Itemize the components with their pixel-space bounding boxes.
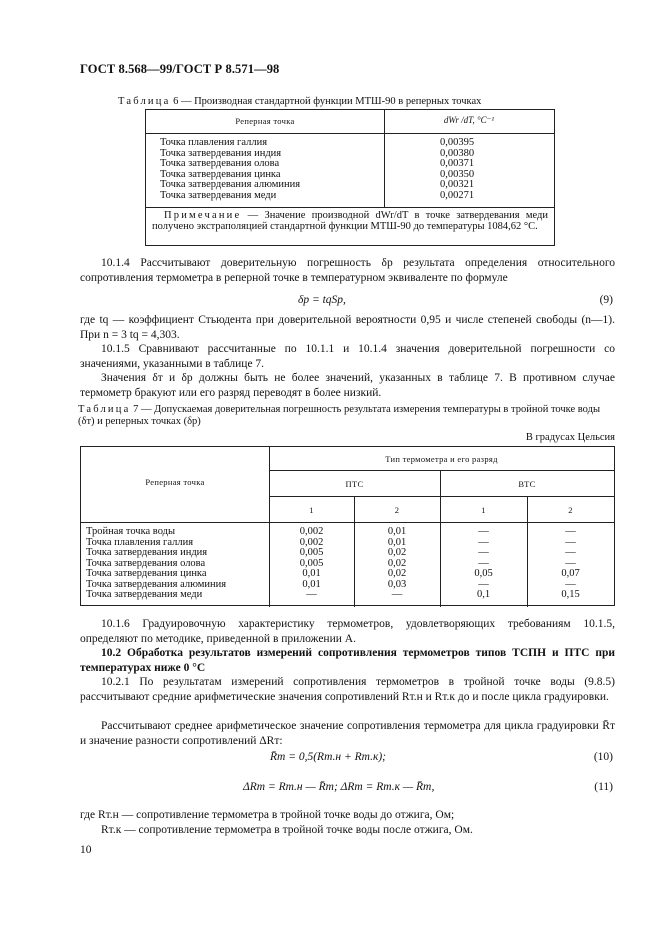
table6-note <box>152 210 548 232</box>
table6-caption-label: Таблица <box>118 96 171 107</box>
table6-values <box>440 138 474 201</box>
table7-grade: 1 <box>481 505 486 515</box>
table6-point: Точка затвердевания меди <box>160 189 277 201</box>
table7-point: Точка затвердевания алюминия <box>86 578 227 590</box>
table7-group-pts: ПТС <box>345 479 364 489</box>
table7-caption <box>78 404 618 428</box>
table7-caption-text: 7 — Допускаемая доверительная погрешность результата измерения температуры в тройной точке воды (δт) и реперных точках (δр) <box>78 404 601 427</box>
table6-point: Точка затвердевания олова <box>160 158 280 169</box>
table7-value: — <box>478 526 489 537</box>
table7-value: — <box>565 578 576 590</box>
table7-value: 0,03 <box>387 578 407 590</box>
table7-rule <box>269 496 614 497</box>
table7-col-vts-1 <box>440 527 527 601</box>
table7-col-vts-2 <box>527 527 614 601</box>
paragraph-values: Значения δт и δр должны быть не более значений, указанных в таблице 7. В противном случае термометр бракуют или его разряд переводят в более низкий. <box>80 372 615 399</box>
table6-col1-header: Реперная точка <box>235 116 295 126</box>
table7-value: — <box>565 526 576 537</box>
table7-value: 0,002 <box>299 526 324 537</box>
paragraph-10-1-4: 10.1.4 Рассчитывают доверительную погрешность δр результата определения относительного сопротивления термометра в реперной точке в температурном эквиваленте по формуле <box>80 257 615 284</box>
table6-caption <box>118 96 588 108</box>
table7-value: — <box>565 547 576 558</box>
table7-point: Точка затвердевания цинка <box>86 568 207 579</box>
page-header: ГОСТ 8.568—99/ГОСТ Р 8.571—98 <box>80 62 280 76</box>
table7-value: 0,07 <box>561 568 580 579</box>
equation-number-10: (10) <box>593 751 613 763</box>
table6-col2-header: dWr /dT, °C⁻¹ <box>443 115 495 125</box>
table6-note-text: — Значение производной dWr/dT в точке затвердевания меди получено экстраполяцией стандартной функции МТШ-90 до температуры 1084,62 °C. <box>152 210 548 232</box>
table7-value: 0,01 <box>302 578 321 590</box>
table7-value: 0,02 <box>387 557 407 569</box>
table6 <box>145 109 555 246</box>
table7-value: — <box>478 547 489 558</box>
formula-10: R̄т = 0,5(Rт.н + Rт.к); <box>270 751 386 763</box>
equation-number-11: (11) <box>594 781 613 793</box>
table7-value: 0,01 <box>387 536 407 548</box>
table7-point: Точка затвердевания индия <box>86 547 208 558</box>
table6-header-rule <box>146 133 554 134</box>
table7-value: — <box>565 536 576 548</box>
table6-value: 0,00350 <box>440 168 475 180</box>
table7-value: 0,005 <box>299 547 324 558</box>
table6-value: 0,00321 <box>440 179 475 190</box>
table7-col-pts-2 <box>354 527 440 601</box>
table7-header-rule <box>81 522 614 523</box>
paragraph-10-1-6: 10.1.6 Градуировочную характеристику термометров, удовлетворяющих требованиям 10.1.5, определяют по методике, приведенной в приложении А. <box>80 618 615 645</box>
table7-value: — <box>565 557 576 569</box>
table6-point: Точка плавления галлия <box>160 137 268 148</box>
table7-value: 0,01 <box>302 568 321 579</box>
table7-units: В градусах Цельсия <box>525 432 615 443</box>
heading-10-2: 10.2 Обработка результатов измерений сопротивления термометров типов ТСПН и ПТС при температурах ниже 0 °C <box>80 647 615 674</box>
table7-value: 0,05 <box>474 568 493 579</box>
table7-points <box>86 527 226 601</box>
equation-number-9: (9) <box>599 294 613 306</box>
table7-value: 0,1 <box>476 589 491 600</box>
table7-value: — <box>391 589 403 600</box>
table7-value: 0,02 <box>387 568 407 579</box>
table7-value: 0,02 <box>387 547 407 558</box>
table6-point: Точка затвердевания алюминия <box>160 179 301 190</box>
table7-value: — <box>478 578 489 590</box>
table7-point: Тройная точка воды <box>86 526 176 537</box>
page-number: 10 <box>80 844 92 856</box>
table7-caption-label: Таблица <box>78 404 131 415</box>
table7-value: 0,002 <box>299 536 324 548</box>
table7-value: — <box>478 536 489 548</box>
paragraph-10-1-5: 10.1.5 Сравнивают рассчитанные по 10.1.1 и 10.1.4 значения доверительной погрешности со значениями, указанными в таблице 7. <box>80 343 615 370</box>
table6-note-rule <box>146 207 554 208</box>
table7-value: 0,15 <box>561 589 580 600</box>
table6-value: 0,00380 <box>440 147 475 159</box>
table7 <box>80 446 615 606</box>
table6-point: Точка затвердевания цинка <box>160 168 281 180</box>
formula-11: ΔRт = Rт.н — R̄т; ΔRт = Rт.к — R̄т, <box>243 781 435 793</box>
paragraph-10-2-1: 10.2.1 По результатам измерений сопротивления термометров в тройной точке воды (9.8.5) рассчитывают средние арифметические значения сопротивлений Rт.н и Rт.к до и после цикла градуировки. <box>80 676 615 703</box>
where-line-2: Rт.к — сопротивление термометра в тройной точке воды после отжига, Ом. <box>101 824 473 836</box>
table6-value: 0,00371 <box>440 158 475 169</box>
table7-value: — <box>306 589 317 600</box>
table6-caption-text: 6 — Производная стандартной функции МТШ-90 в реперных точках <box>173 96 482 107</box>
table7-grade: 1 <box>309 505 314 515</box>
table6-points <box>160 138 300 201</box>
table7-grade: 2 <box>394 505 400 515</box>
where-line-1: где Rт.н — сопротивление термометра в тройной точке воды до отжига, Ом; <box>80 809 455 821</box>
formula-9: δр = tqSр, <box>298 294 346 306</box>
table7-value: — <box>478 557 489 569</box>
table7-group-vts: ВТС <box>518 479 536 489</box>
table7-col-type: Тип термометра и его разряд <box>385 454 498 464</box>
table7-point: Точка плавления галлия <box>86 536 194 548</box>
table6-note-label: Примечание <box>164 210 242 221</box>
table6-point: Точка затвердевания индия <box>160 147 282 159</box>
table7-col-point: Реперная точка <box>145 477 205 487</box>
table7-grade: 2 <box>568 505 573 515</box>
table7-rule <box>269 470 614 471</box>
paragraph-mean: Рассчитывают среднее арифметическое значение сопротивления термометра для цикла градуировки R̄т и значение разности сопротивлений ΔRт: <box>80 720 615 747</box>
table7-value: 0,01 <box>387 526 407 537</box>
table7-col-pts-1 <box>269 527 354 601</box>
table7-value: 0,005 <box>299 557 324 569</box>
paragraph-where-t: где tq — коэффициент Стьюдента при доверительной вероятности 0,95 и числе степеней свободы (n—1). При n = 3 tq = 4,303. <box>80 314 615 341</box>
table7-point: Точка затвердевания меди <box>86 589 203 600</box>
table7-point: Точка затвердевания олова <box>86 557 206 569</box>
table6-value: 0,00271 <box>440 189 475 201</box>
table6-value: 0,00395 <box>440 137 475 148</box>
